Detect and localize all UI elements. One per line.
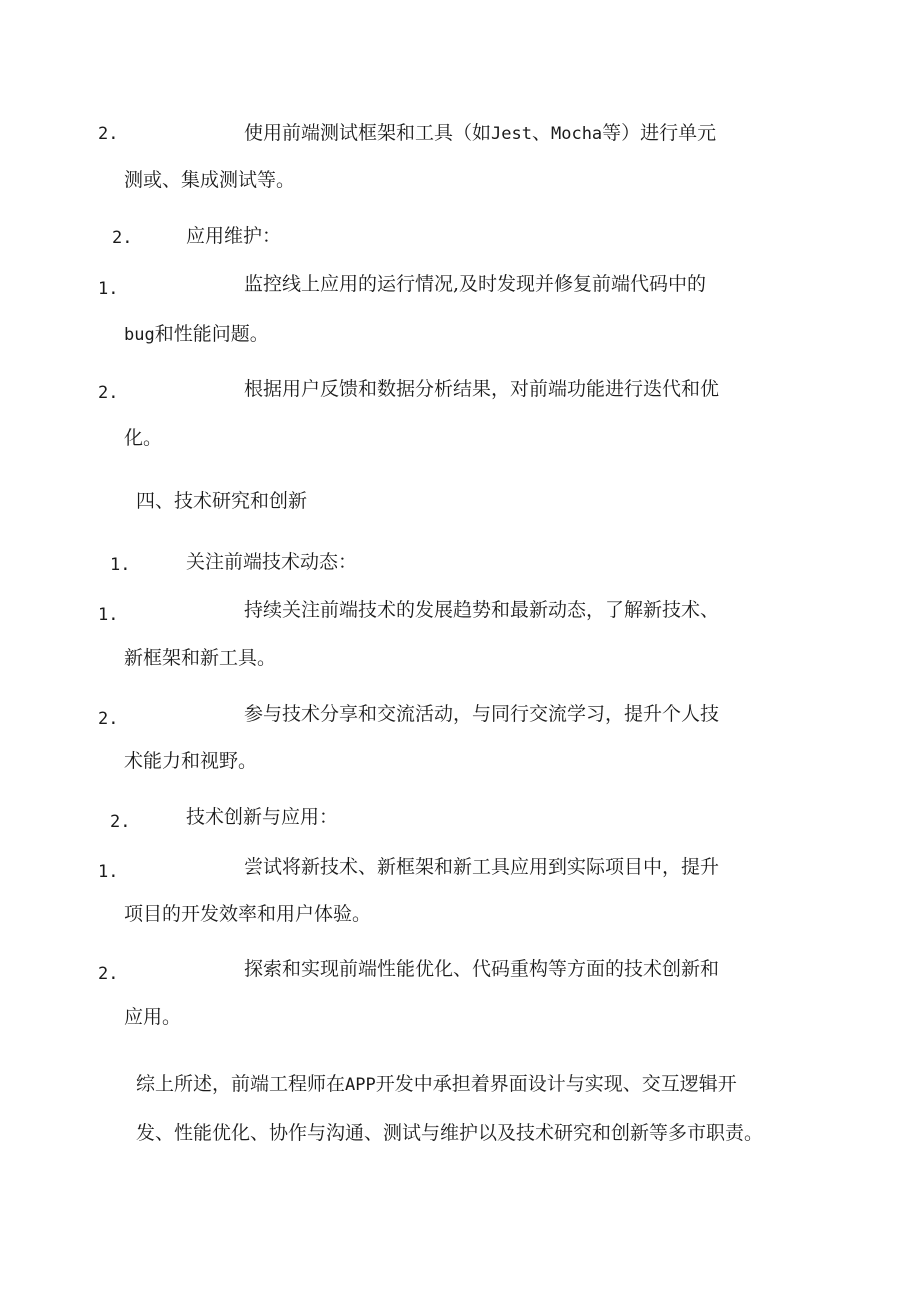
list-number: 2. [112,228,133,248]
list-number: 1. [110,555,131,575]
subsection-title: 关注前端技术动态： [186,551,358,573]
section-heading: 四、技术研究和创新 [136,490,308,512]
list-number: 1. [98,862,119,882]
list-item-text: 使用前端测试框架和工具（如Jest、Mocha等）进行单元 [244,122,717,144]
list-number: 2. [98,383,119,403]
list-item-continuation: 新框架和新工具。 [124,647,277,669]
list-item-continuation: 测或、集成测试等。 [124,169,296,191]
list-item-text: 参与技术分享和交流活动，与同行交流学习，提升个人技 [244,703,720,725]
list-item-text: 尝试将新技术、新框架和新工具应用到实际项目中，提升 [244,856,720,878]
code-text: Jest [491,124,532,144]
list-item-continuation: 应用。 [124,1006,182,1028]
code-text: Mocha [550,124,603,144]
list-number: 2. [110,812,131,832]
list-item-text: 监控线上应用的运行情况,及时发现并修复前端代码中的 [244,273,707,295]
list-item-continuation: 术能力和视野。 [124,750,258,772]
list-number: 2. [98,124,119,144]
list-number: 2. [98,964,119,984]
list-number: 2. [98,709,119,729]
subsection-title: 技术创新与应用： [186,806,339,828]
list-number: 1. [98,279,119,299]
summary-paragraph-line: 发、性能优化、协作与沟通、测试与维护以及技术研究和创新等多市职责。 [136,1122,764,1144]
list-item-continuation: bug和性能问题。 [124,323,269,345]
subsection-title: 应用维护： [186,225,282,247]
summary-paragraph-line: 综上所述，前端工程师在APP开发中承担着界面设计与实现、交互逻辑开 [136,1073,737,1095]
list-item-text: 探索和实现前端性能优化、代码重构等方面的技术创新和 [244,958,720,980]
list-item-text: 根据用户反馈和数据分析结果，对前端功能进行迭代和优 [244,378,720,400]
list-number: 1. [98,605,119,625]
list-item-continuation: 化。 [124,427,163,449]
list-item-continuation: 项目的开发效率和用户体验。 [124,903,372,925]
code-text: bug [124,325,155,345]
code-text: APP [345,1075,376,1095]
list-item-text: 持续关注前端技术的发展趋势和最新动态，了解新技术、 [244,599,720,621]
